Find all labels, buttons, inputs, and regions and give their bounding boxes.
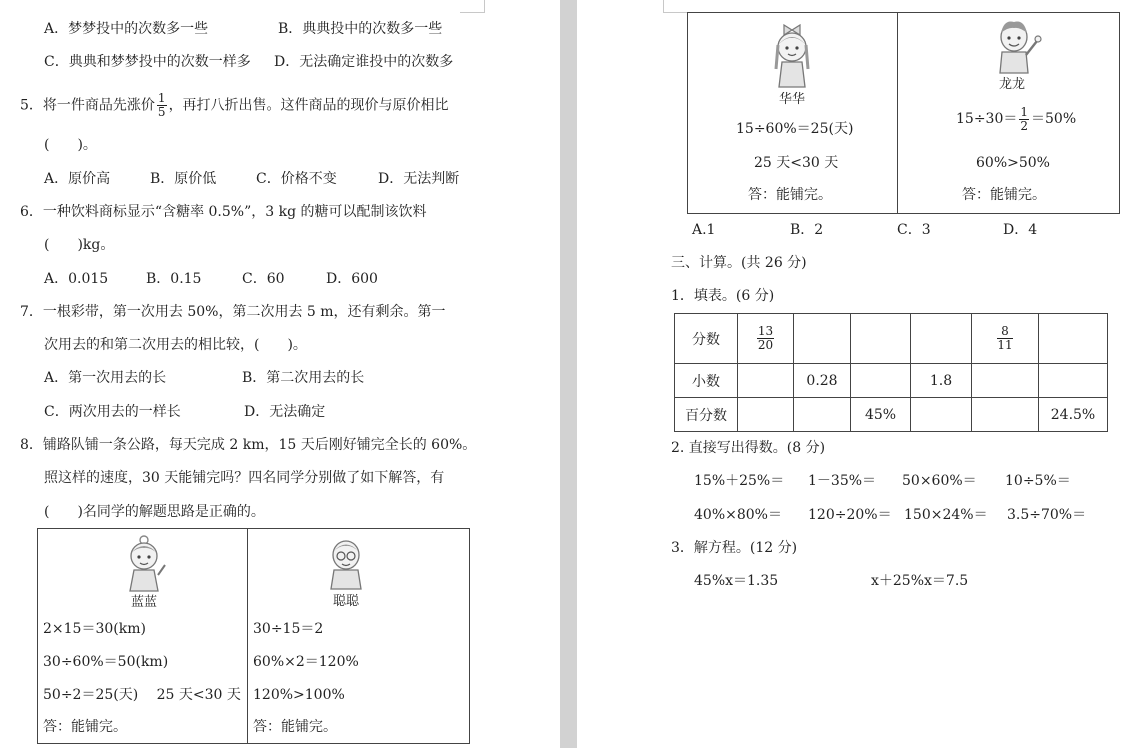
page-corner-mark bbox=[663, 0, 688, 13]
table-cell bbox=[738, 364, 794, 398]
boy-glasses-student-icon bbox=[324, 537, 368, 591]
row-header-fraction: 分数 bbox=[675, 314, 738, 364]
q8-option-c: C．3 bbox=[897, 222, 931, 238]
mental-math-item: 150×24%＝ bbox=[904, 507, 988, 523]
table-cell bbox=[738, 314, 794, 364]
mental-math-item: 15%＋25%＝ bbox=[694, 473, 785, 489]
q5-option-b: B．原价低 bbox=[150, 171, 217, 187]
page-corner-mark bbox=[460, 0, 485, 13]
table-cell bbox=[738, 398, 794, 432]
fraction: $\frac{1}{5}$ bbox=[157, 91, 166, 119]
q5-option-c: C．价格不变 bbox=[256, 171, 337, 187]
q8-stem-line2: 照这样的速度，30 天能铺完吗？四名同学分别做了如下解答，有 bbox=[44, 470, 445, 486]
table-cell bbox=[972, 364, 1039, 398]
q8-option-d: D．4 bbox=[1003, 222, 1038, 238]
q6-option-d: D．600 bbox=[326, 271, 378, 287]
huahua-line-1: 15÷60%＝25(天) bbox=[736, 121, 854, 137]
congcong-line-3: 120%>100% bbox=[253, 687, 345, 703]
q5-option-a: A．原价高 bbox=[44, 171, 111, 187]
longlong-line-2: 60%>50% bbox=[976, 155, 1050, 171]
mental-math-item: 10÷5%＝ bbox=[1005, 473, 1071, 489]
mental-math-item: 50×60%＝ bbox=[902, 473, 977, 489]
q5-stem: 5．将一件商品先涨价 $\frac{1}{5}$ ，再打八折出售。这件商品的现价与原价相比 bbox=[20, 91, 449, 119]
lanlan-line-3: 50÷2＝25(天) 25 天<30 天 bbox=[43, 687, 241, 703]
student-name-lanlan: 蓝蓝 bbox=[130, 595, 157, 610]
table-cell bbox=[851, 314, 911, 364]
student-name-congcong: 聪聪 bbox=[332, 594, 359, 609]
q7-option-b: B．第二次用去的长 bbox=[242, 370, 365, 386]
fraction: $\frac{13}{20}$ bbox=[757, 324, 774, 352]
q8-stem-line3: ( )名同学的解题思路是正确的。 bbox=[44, 504, 265, 520]
longlong-line-1: 15÷30＝ $\frac{1}{2}$ ＝50% bbox=[956, 104, 1077, 133]
mental-math-title: 2. 直接写出得数。(8 分) bbox=[671, 440, 826, 456]
row-header-decimal: 小数 bbox=[675, 364, 738, 398]
huahua-line-3: 答：能铺完。 bbox=[748, 187, 832, 203]
table-row-fraction bbox=[675, 314, 1108, 364]
mental-math-item: 3.5÷70%＝ bbox=[1007, 507, 1087, 523]
q7-option-c: C．两次用去的一样长 bbox=[44, 404, 181, 420]
q8-option-b: B．2 bbox=[790, 222, 824, 238]
section-3-heading: 三、计算。(共 26 分) bbox=[671, 255, 807, 271]
table-cell: 1.8 bbox=[911, 364, 972, 398]
boy-waving-student-icon bbox=[990, 17, 1042, 75]
fill-table bbox=[674, 313, 1108, 432]
equation-2: x＋25%x＝7.5 bbox=[871, 573, 969, 589]
congcong-line-2: 60%×2＝120% bbox=[253, 654, 359, 670]
table-cell bbox=[911, 314, 972, 364]
q6-blank: ( )kg。 bbox=[44, 237, 115, 253]
q7-stem-line2: 次用去的和第二次用去的相比较，( )。 bbox=[44, 337, 307, 353]
table-cell: 0.28 bbox=[794, 364, 851, 398]
q6-stem: 6．一种饮料商标显示“含糖率 0.5%”，3 kg 的糖可以配制该饮料 bbox=[20, 204, 427, 220]
q8-option-a: A.1 bbox=[692, 222, 716, 238]
fill-table-title: 1．填表。(6 分) bbox=[671, 288, 775, 304]
table-cell bbox=[1039, 314, 1108, 364]
q8-solutions-box bbox=[37, 528, 470, 744]
congcong-line-1: 30÷15＝2 bbox=[253, 621, 324, 637]
right-page bbox=[577, 0, 1140, 748]
table-cell bbox=[911, 398, 972, 432]
table-cell bbox=[1039, 364, 1108, 398]
huahua-line-2: 25 天<30 天 bbox=[754, 155, 839, 171]
q5-blank: ( )。 bbox=[44, 137, 97, 153]
q6-option-a: A．0.015 bbox=[44, 271, 109, 287]
longlong-line-3: 答：能铺完。 bbox=[962, 187, 1046, 203]
equations-title: 3．解方程。(12 分) bbox=[671, 540, 798, 556]
girl-bow-student-icon bbox=[768, 19, 816, 89]
lanlan-line-2: 30÷60%＝50(km) bbox=[43, 654, 169, 670]
table-cell bbox=[972, 314, 1039, 364]
table-row-decimal bbox=[675, 364, 1108, 398]
q4-option-b: B．典典投中的次数多一些 bbox=[278, 21, 443, 37]
q6-option-c: C．60 bbox=[242, 271, 285, 287]
congcong-line-4: 答：能铺完。 bbox=[253, 719, 337, 735]
q5-option-d: D．无法判断 bbox=[378, 171, 460, 187]
q7-option-a: A．第一次用去的长 bbox=[44, 370, 167, 386]
q4-option-c: C．典典和梦梦投中的次数一样多 bbox=[44, 54, 251, 70]
box-divider bbox=[897, 13, 898, 213]
fraction: $\frac{1}{2}$ bbox=[1020, 104, 1028, 133]
q6-option-b: B．0.15 bbox=[146, 271, 202, 287]
student-name-huahua: 华华 bbox=[778, 92, 805, 107]
mental-math-item: 1－35%＝ bbox=[808, 473, 877, 489]
fraction: $\frac{8}{11}$ bbox=[997, 324, 1013, 352]
q4-option-d: D．无法确定谁投中的次数多 bbox=[274, 54, 454, 70]
mental-math-item: 120÷20%＝ bbox=[808, 507, 892, 523]
table-cell: 24.5% bbox=[1039, 398, 1108, 432]
row-header-percent: 百分数 bbox=[675, 398, 738, 432]
girl-student-icon bbox=[120, 535, 168, 593]
mental-math-item: 40%×80%＝ bbox=[694, 507, 782, 523]
lanlan-line-1: 2×15＝30(km) bbox=[43, 621, 146, 637]
lanlan-line-4: 答：能铺完。 bbox=[43, 719, 127, 735]
q8-solutions-box-continued bbox=[687, 12, 1120, 214]
table-cell bbox=[851, 364, 911, 398]
table-cell bbox=[794, 314, 851, 364]
q7-stem: 7．一根彩带，第一次用去 50%，第二次用去 5 m，还有剩余。第一 bbox=[20, 304, 446, 320]
equation-1: 45%x＝1.35 bbox=[694, 573, 779, 589]
q4-option-a: A．梦梦投中的次数多一些 bbox=[44, 21, 209, 37]
table-cell bbox=[794, 398, 851, 432]
q8-stem: 8．铺路队铺一条公路，每天完成 2 km，15 天后刚好铺完全长的 60%。 bbox=[20, 437, 477, 453]
page-gutter bbox=[560, 0, 577, 748]
table-cell bbox=[972, 398, 1039, 432]
left-page bbox=[0, 0, 560, 748]
table-row-percent bbox=[675, 398, 1108, 432]
table-cell: 45% bbox=[851, 398, 911, 432]
q7-option-d: D．无法确定 bbox=[244, 404, 326, 420]
box-divider bbox=[247, 529, 248, 743]
student-name-longlong: 龙龙 bbox=[998, 77, 1025, 92]
